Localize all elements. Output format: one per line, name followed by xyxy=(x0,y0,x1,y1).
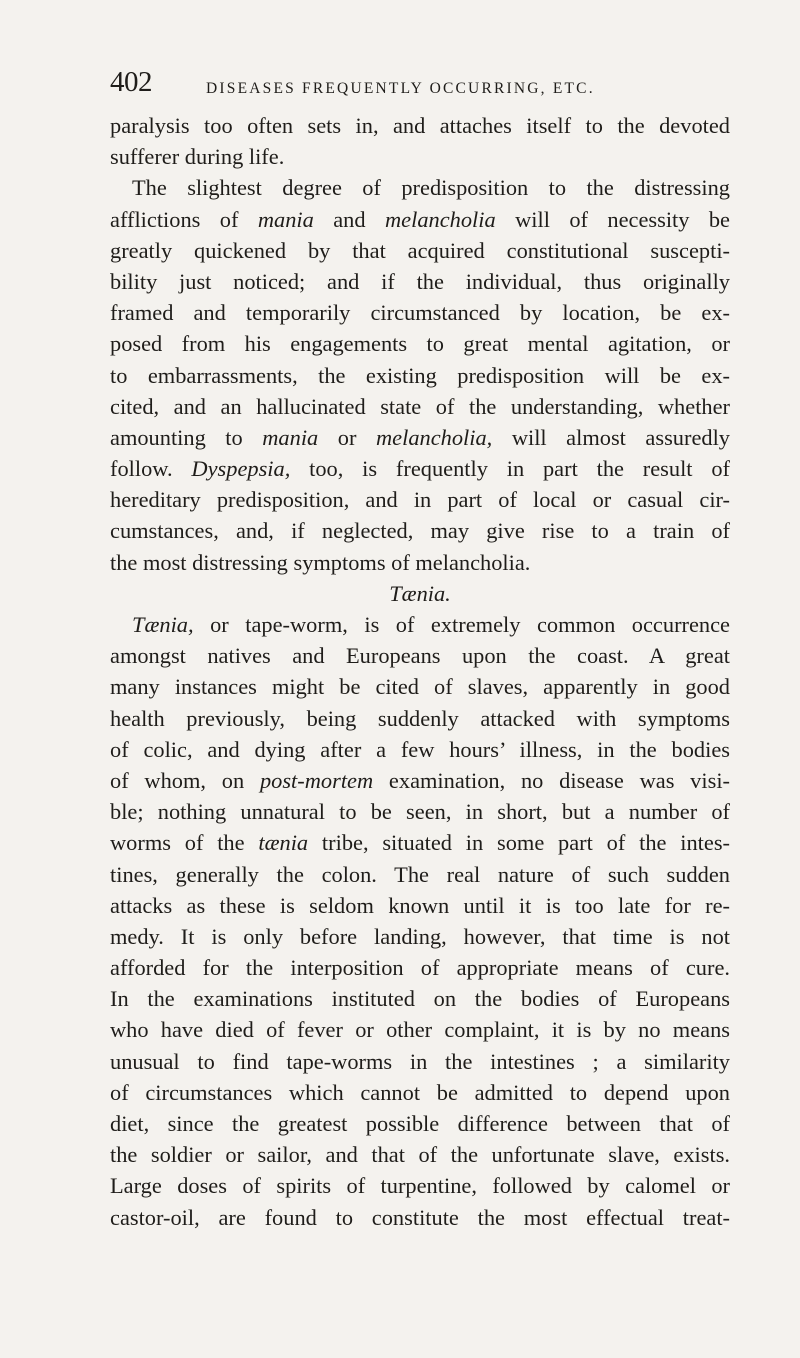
text-line xyxy=(110,921,730,952)
text-segment: amongst natives and Europeans upon the coast. A great xyxy=(110,643,730,669)
text-line xyxy=(110,1170,730,1201)
text-line xyxy=(110,235,730,266)
text-segment: medy. It is only before landing, however, that time is not xyxy=(110,923,730,949)
text-segment: who have died of fever or other complaint, it is by no means xyxy=(110,1017,730,1043)
text-line xyxy=(110,671,730,702)
text-segment: greatly quickened by that acquired constitutional suscepti- xyxy=(110,237,730,263)
text-segment: afforded for the interposition of appropriate means of cure. xyxy=(110,955,730,981)
text-segment: sufferer during life. xyxy=(110,144,285,170)
text-line xyxy=(110,765,730,796)
text-line xyxy=(110,640,730,671)
italic-text: tænia xyxy=(258,830,309,856)
text-line xyxy=(110,360,730,391)
text-line xyxy=(110,796,730,827)
text-line xyxy=(110,1108,730,1139)
text-segment: or tape-worm, is of extremely common occurrence xyxy=(193,612,730,637)
text-segment: many instances might be cited of slaves, apparently in good xyxy=(110,674,730,700)
text-segment: posed from his engagements to great mental agitation, or xyxy=(110,331,730,357)
text-segment: In the examinations instituted on the bodies of Europeans xyxy=(110,986,730,1012)
text-line xyxy=(110,1202,730,1233)
text-segment: ble; nothing unnatural to be seen, in short, but a number of xyxy=(110,799,730,825)
text-segment: diet, since the greatest possible difference between that of xyxy=(110,1111,730,1136)
italic-text: melancholia, xyxy=(375,424,493,450)
body-text xyxy=(110,110,730,1233)
text-segment: examination, no disease was visi- xyxy=(373,767,730,793)
text-segment: and xyxy=(313,206,385,232)
italic-text: melancholia xyxy=(384,206,496,232)
text-line xyxy=(110,141,730,172)
text-segment: framed and temporarily circumstanced by location, be ex- xyxy=(110,300,730,326)
text-line xyxy=(110,859,730,890)
text-line xyxy=(110,266,730,297)
text-line xyxy=(110,204,730,235)
text-segment: or xyxy=(318,424,376,450)
italic-text: post-mortem xyxy=(259,767,374,793)
italic-text: Dyspepsia, xyxy=(191,456,291,482)
text-segment: of colic, and dying after a few hours’ illness, in the bodies xyxy=(110,736,730,762)
text-segment: attacks as these is seldom known until it is too late for re- xyxy=(110,892,730,918)
text-segment: the most distressing symptoms of melancholia. xyxy=(110,549,531,575)
italic-text: Tænia, xyxy=(132,612,194,637)
text-line xyxy=(110,391,730,422)
text-line xyxy=(110,1077,730,1108)
text-line xyxy=(110,110,730,141)
text-line xyxy=(110,827,730,858)
text-segment: bility just noticed; and if the individual, thus originally xyxy=(110,268,730,294)
text-segment: too, is frequently in part the result of xyxy=(290,456,730,482)
text-segment: the soldier or sailor, and that of the unfortunate slave, exists. xyxy=(110,1142,730,1168)
text-segment: tines, generally the colon. The real nature of such sudden xyxy=(110,861,730,887)
text-line xyxy=(110,515,730,546)
text-line xyxy=(110,952,730,983)
text-segment: amounting to xyxy=(110,424,263,450)
text-segment: follow. xyxy=(110,456,192,482)
text-segment: Large doses of spirits of turpentine, followed by calomel or xyxy=(110,1173,730,1199)
text-line xyxy=(110,734,730,765)
text-segment: cited, and an hallucinated state of the understanding, whether xyxy=(110,393,730,419)
italic-text: mania xyxy=(262,424,319,450)
text-segment: castor-oil, are found to constitute the most effectual treat- xyxy=(110,1204,730,1230)
text-segment: of circumstances which cannot be admitted to depend upon xyxy=(110,1079,730,1105)
text-segment: health previously, being suddenly attacked with symptoms xyxy=(110,705,730,731)
text-line xyxy=(110,703,730,734)
text-segment: of whom, on xyxy=(110,767,260,793)
text-segment: unusual to find tape-worms in the intestines ; a similarity xyxy=(110,1048,730,1074)
running-head-title: DISEASES FREQUENTLY OCCURRING, ETC. xyxy=(206,80,595,97)
text-line xyxy=(110,547,730,578)
text-line xyxy=(110,890,730,921)
text-line xyxy=(110,297,730,328)
text-segment: will almost assuredly xyxy=(492,424,730,450)
text-segment: The slightest degree of predisposition to the distressing xyxy=(132,175,730,201)
text-line xyxy=(110,983,730,1014)
text-segment: will of necessity be xyxy=(495,206,730,232)
text-line xyxy=(110,172,730,203)
text-line xyxy=(110,609,730,640)
running-head xyxy=(110,66,730,106)
text-line xyxy=(110,328,730,359)
italic-text: Tænia. xyxy=(389,580,451,606)
section-heading xyxy=(110,578,730,609)
text-segment: worms of the xyxy=(110,830,259,856)
text-line xyxy=(110,1046,730,1077)
text-line xyxy=(110,1139,730,1170)
text-segment: cumstances, and, if neglected, may give rise to a train of xyxy=(110,518,730,544)
text-line xyxy=(110,453,730,484)
text-segment: paralysis too often sets in, and attaches itself to the devoted xyxy=(110,113,730,138)
text-segment: hereditary predisposition, and in part of local or casual cir- xyxy=(110,487,730,513)
text-line xyxy=(110,422,730,453)
text-line xyxy=(110,1014,730,1045)
page-number: 402 xyxy=(110,66,152,98)
text-line xyxy=(110,484,730,515)
text-segment: to embarrassments, the existing predisposition will be ex- xyxy=(110,362,730,388)
text-segment: afflictions of xyxy=(110,206,258,232)
italic-text: mania xyxy=(257,206,314,232)
text-segment: tribe, situated in some part of the intes- xyxy=(308,830,730,856)
